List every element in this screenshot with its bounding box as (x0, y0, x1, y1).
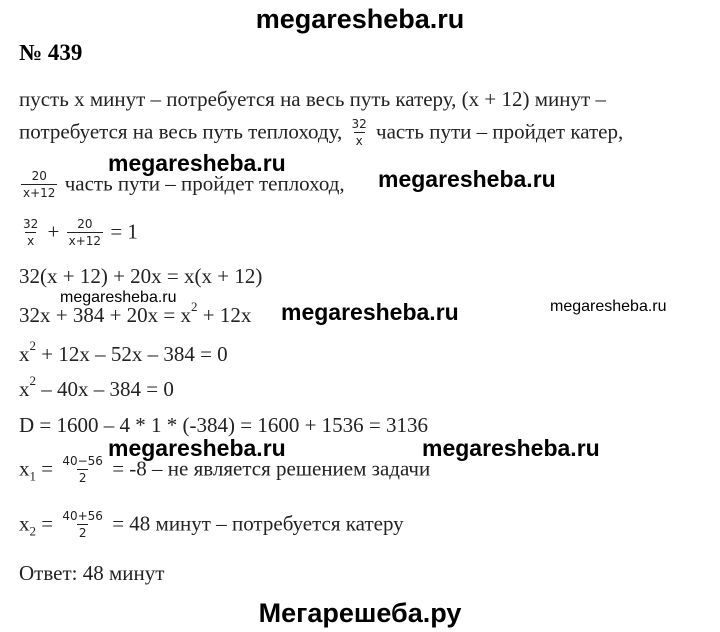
exponent: 2 (29, 338, 36, 353)
equation-5 (19, 373, 174, 402)
fraction-denominator: 2 (78, 526, 87, 540)
equals-sign: = (41, 456, 54, 481)
x1-var: x (19, 456, 30, 481)
x2-var: x (19, 511, 30, 536)
eq5-rest: – 40x – 384 = 0 (41, 377, 174, 401)
problem-number: № 439 (19, 40, 83, 65)
fraction-x2 (60, 509, 105, 540)
plus-sign: + (47, 219, 60, 244)
fraction-20-over-x-plus-12 (21, 169, 57, 200)
text-line-1: пусть x минут – потребуется на весь путь катеру, (x + 12) минут – (19, 87, 606, 111)
eq4-rest: + 12x – 52x – 384 = 0 (41, 342, 228, 366)
fraction-32-over-x (21, 217, 40, 248)
equation-rhs: = 1 (110, 219, 138, 244)
exponent: 2 (191, 299, 198, 314)
fraction-x1 (60, 454, 105, 485)
site-header: megaresheba.ru (255, 4, 465, 34)
subscript: 2 (29, 523, 36, 539)
fraction-20-over-x-plus-12 (67, 217, 103, 248)
line-2-text: потребуется на весь путь теплоходу, (19, 119, 343, 144)
watermark: megaresheba.ru (378, 166, 556, 192)
equals-sign: = (41, 511, 54, 536)
site-footer: Мегарешеба.ру (258, 598, 462, 628)
fraction-numerator: 32 (351, 117, 367, 131)
equation-2: 32(x + 12) + 20x = x(x + 12) (19, 264, 263, 288)
fraction-denominator: x+12 (68, 234, 102, 248)
text-line-2 (19, 118, 623, 149)
x2-result: = 48 минут – потребуется катеру (112, 511, 404, 536)
fraction-32-over-x (350, 117, 369, 148)
fraction-denominator: x (355, 134, 363, 148)
root-x2-line (19, 510, 404, 541)
x1-result: = -8 – не является решением задачи (112, 456, 431, 481)
answer-line: Ответ: 48 минут (19, 561, 165, 585)
watermark: megaresheba.ru (60, 289, 177, 306)
discriminant-line: D = 1600 – 4 * 1 * (-384) = 1600 + 1536 = 3136 (19, 413, 429, 437)
fraction-numerator: 40−56 (62, 454, 103, 468)
fraction-numerator: 20 (77, 217, 93, 231)
subscript: 1 (29, 468, 36, 484)
watermark: megaresheba.ru (550, 298, 667, 315)
equation-1 (19, 218, 138, 249)
watermark: megaresheba.ru (281, 299, 459, 325)
eq5-var: x (19, 377, 30, 401)
fraction-numerator: 32 (23, 217, 39, 231)
fraction-denominator: x (27, 234, 35, 248)
eq3-left: 32x + 384 + 20x = x (19, 303, 192, 327)
eq4-var: x (19, 342, 30, 366)
exponent: 2 (29, 373, 36, 388)
watermark: megaresheba.ru (422, 435, 600, 461)
line-2-text-end: часть пути – пройдет катер, (376, 119, 624, 144)
eq3-right: + 12x (202, 303, 252, 327)
equation-4 (19, 338, 228, 367)
fraction-denominator: x+12 (23, 186, 56, 200)
line-3-text: часть пути – пройдет теплоход, (64, 171, 345, 196)
fraction-numerator: 40+56 (62, 509, 103, 523)
fraction-denominator: 2 (78, 471, 87, 485)
fraction-numerator: 20 (31, 169, 47, 183)
watermark: megaresheba.ru (108, 435, 286, 461)
watermark: megaresheba.ru (108, 150, 286, 176)
